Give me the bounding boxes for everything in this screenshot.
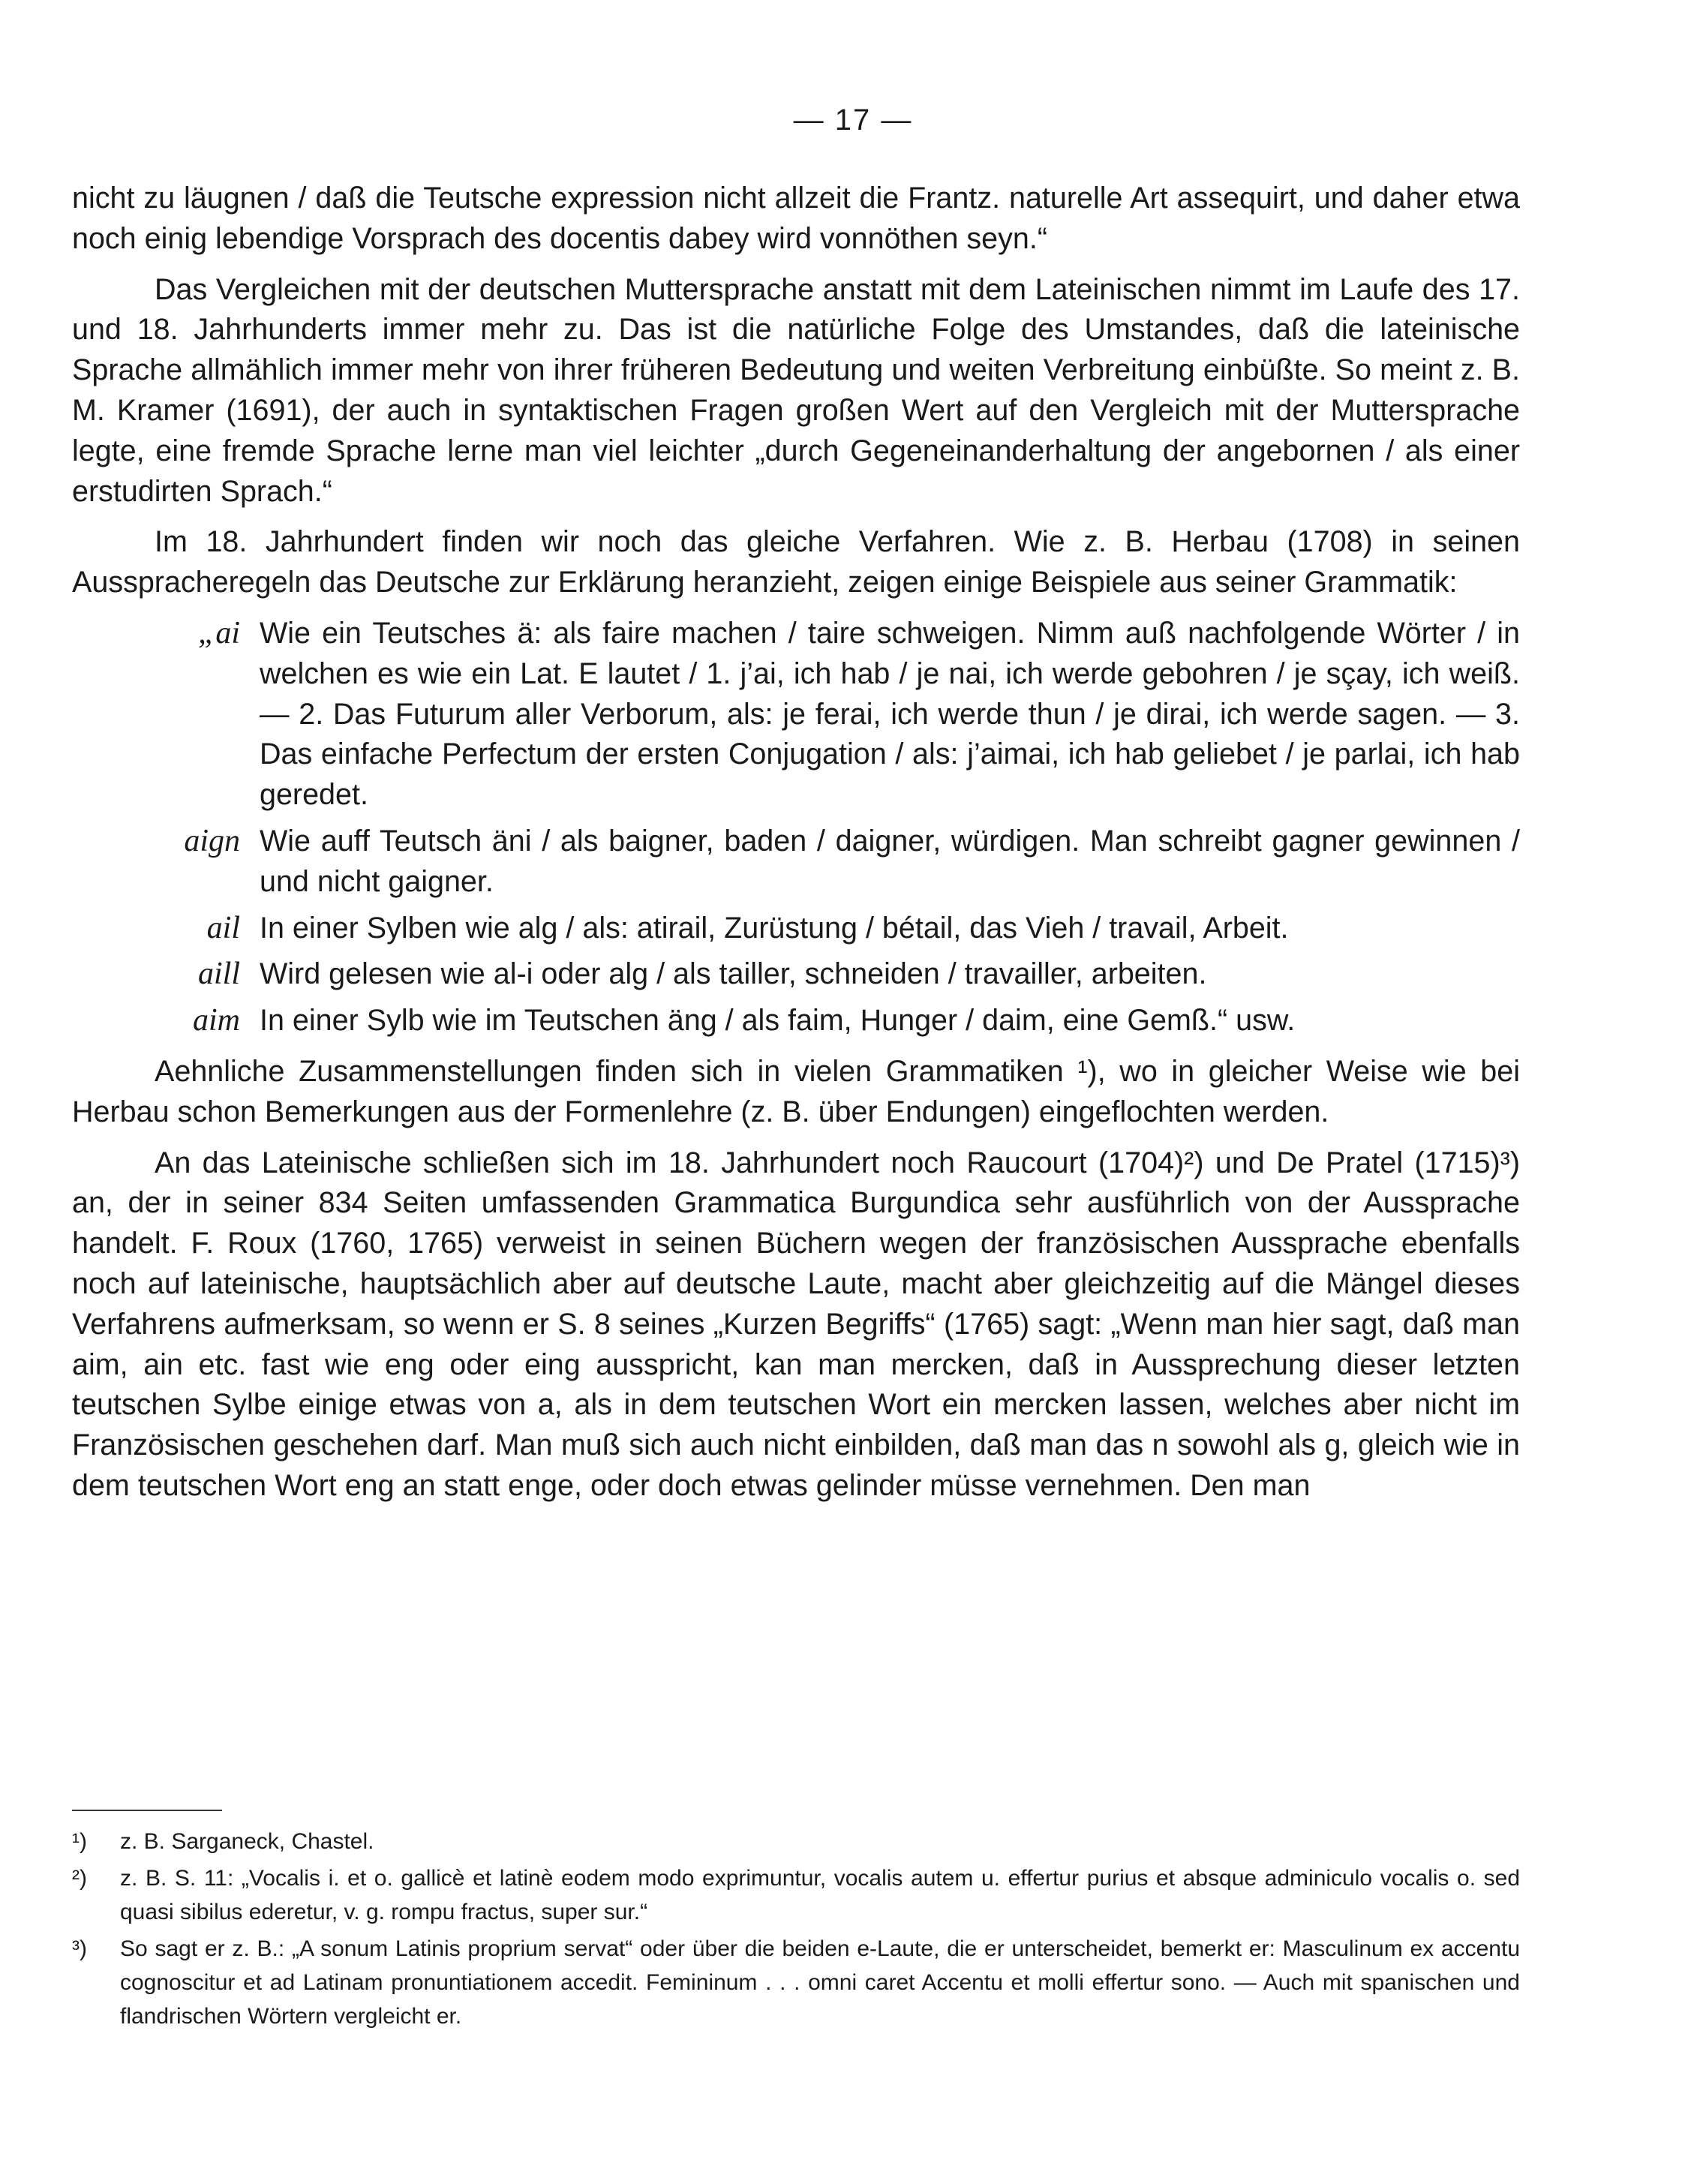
footnote <box>72 1932 1520 2033</box>
example-entry <box>72 909 1520 949</box>
example-text: In einer Sylben wie alg / als: atirail, Zurüstung / bétail, das Vieh / travail, Arbeit. <box>260 911 1289 945</box>
paragraph: Aehnliche Zusammenstellungen finden sich in vielen Grammatiken ¹), wo in gleicher Weise wie bei Herbau schon Bemerkungen aus der Formenlehre (z. B. über Endungen) eingeflochten werden. <box>72 1054 1520 1128</box>
example-entry <box>72 954 1520 995</box>
footnote-number: ¹) <box>72 1829 87 1854</box>
pronunciation-examples <box>72 614 1520 1041</box>
footnote-number: ³) <box>72 1936 87 1961</box>
example-text: In einer Sylb wie im Teutschen äng / als faim, Hunger / daim, eine Gemß.“ usw. <box>260 1004 1296 1038</box>
paragraph: Im 18. Jahrhundert finden wir noch das gleiche Verfahren. Wie z. B. Herbau (1708) in seinen Ausspracheregeln das Deutsche zur Erklärung heranzieht, zeigen einige Beispiele aus seiner Grammatik: <box>72 525 1520 599</box>
page-number: — 17 — <box>793 104 913 137</box>
example-text: Wie ein Teutsches ä: als faire machen / taire schweigen. Nimm auß nachfolgende Wörter / in welchen es wie ein Lat. E lautet / 1. j’ai, ich hab / je nai, ich werde gebohren / je sçay, ich weiß. — 2. Das Futurum aller Verborum, als: je ferai, ich werde thun / je dirai, ich werde sagen. — 3. Das einfache Perfectum der ersten Conjugation / als: j’aimai, ich hab geliebet / je parlai, ich hab geredet. <box>260 616 1520 812</box>
footnote-text: So sagt er z. B.: „A sonum Latinis proprium servat“ oder über die beiden e-Laute, die er unterscheidet, bemerkt er: Masculinum ex accentu cognoscitur et ad Latinam pronuntiationem accedit. Femininum . . . omni caret Accentu et molli effertur sono. — Auch mit spanischen und flandrischen Wörtern vergleicht er. <box>120 1936 1520 2029</box>
example-text: Wird gelesen wie al-i oder alg / als tailler, schneiden / travailler, arbeiten. <box>260 957 1207 991</box>
example-entry <box>72 614 1520 816</box>
example-key: ail <box>206 910 240 945</box>
footnote-text: z. B. Sarganeck, Chastel. <box>120 1829 374 1854</box>
footnotes <box>72 1825 1520 2033</box>
footnote <box>72 1861 1520 1929</box>
example-key: „ai <box>197 615 240 650</box>
example-entry <box>72 822 1520 903</box>
example-text: Wie auff Teutsch äni / als baigner, baden / daigner, würdigen. Man schreibt gagner gewinnen / und nicht gaigner. <box>260 824 1520 898</box>
example-key: aim <box>193 1003 240 1038</box>
footnote-number: ²) <box>72 1866 87 1891</box>
footnote <box>72 1825 1520 1858</box>
example-key: aign <box>184 823 240 858</box>
footnote-text: z. B. S. 11: „Vocalis i. et o. gallicè et latinè eodem modo exprimuntur, vocalis autem u. effertur purius et absque adminiculo vocalis o. sed quasi sibilus ederetur, v. g. rompu fractus, super sur.“ <box>120 1866 1520 1924</box>
footnote-divider <box>72 1810 222 1811</box>
example-entry <box>72 1001 1520 1041</box>
example-key: aill <box>197 957 240 992</box>
paragraph: Das Vergleichen mit der deutschen Muttersprache anstatt mit dem Lateinischen nimmt im Laufe des 17. und 18. Jahrhunderts immer mehr zu. Das ist die natürliche Folge des Umstandes, daß die lateinische Sprache allmählich immer mehr von ihrer früheren Bedeutung und weiten Verbreitung einbüßte. So meint z. B. M. Kramer (1691), der auch in syntaktischen Fragen großen Wert auf den Vergleich mit der Muttersprache legte, eine fremde Sprache lerne man viel leichter „durch Gegeneinanderhaltung der angebornen / als einer erstudirten Sprach.“ <box>72 272 1520 508</box>
paragraph: nicht zu läugnen / daß die Teutsche expression nicht allzeit die Frantz. naturelle Art assequirt, und daher etwa noch einig lebendige Vorsprach des docentis dabey wird vonnöthen seyn.“ <box>72 182 1520 255</box>
paragraph: An das Lateinische schließen sich im 18. Jahrhundert noch Raucourt (1704)²) und De Pratel (1715)³) an, der in seiner 834 Seiten umfassenden Grammatica Burgundica sehr ausführlich von der Aussprache handelt. F. Roux (1760, 1765) verweist in seinen Büchern wegen der französischen Aussprache ebenfalls noch auf lateinische, hauptsächlich aber auf deutsche Laute, macht aber gleichzeitig auf die Mängel dieses Verfahrens aufmerksam, so wenn er S. 8 seines „Kurzen Begriffs“ (1765) sagt: „Wenn man hier sagt, daß man aim, ain etc. fast wie eng oder eing ausspricht, kan man mercken, daß in Aussprechung dieser letzten teutschen Sylbe einige etwas von a, als in dem teutschen Wort ein mercken lassen, welches aber nicht im Französischen geschehen darf. Man muß sich auch nicht einbilden, daß man das n sowohl als g, gleich wie in dem teutschen Wort eng an statt enge, oder doch etwas gelinder müsse vernehmen. Den man <box>72 1146 1520 1502</box>
main-text <box>72 179 1520 1507</box>
